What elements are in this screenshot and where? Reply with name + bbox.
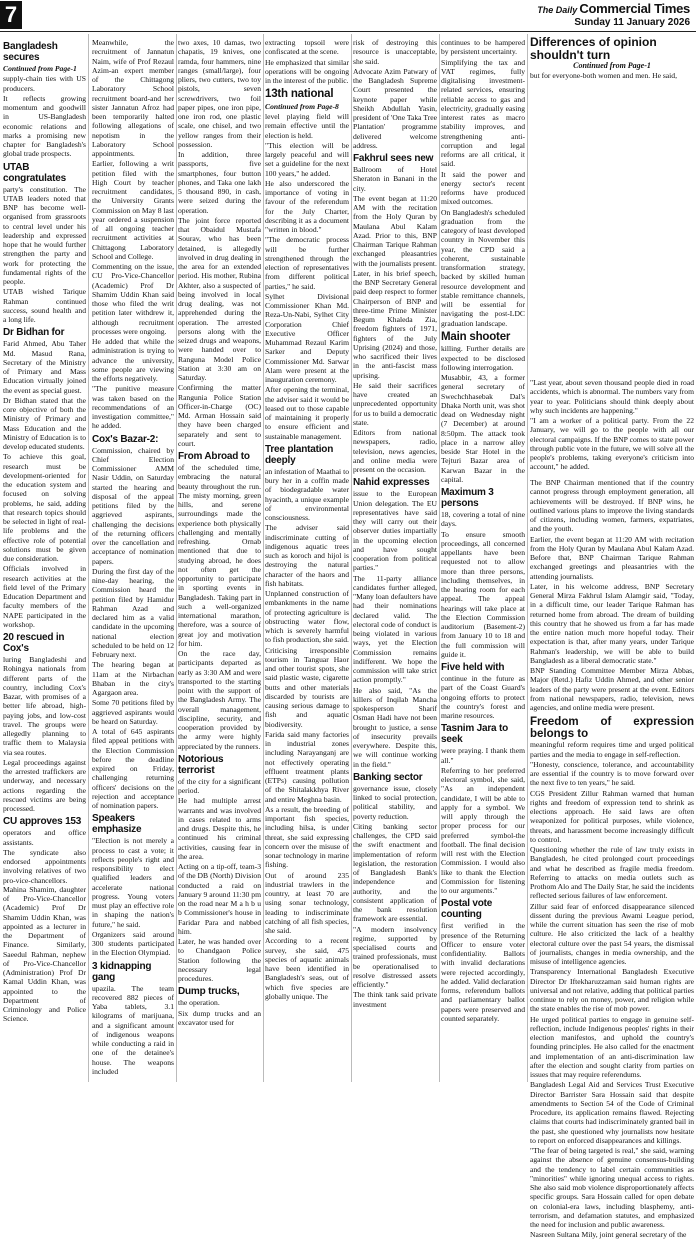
article-headline: Tasnim Jara to seek: [441, 723, 509, 746]
article-paragraph: Zillur said fear of enforced disappearance silenced dissent during the previous Awami League period, while the current situation has seen the rise of mob culture. He also criticized the lack of a healthy electoral culture over the past 54 years, the dismissal of journalists, changes in media ownership, and the misuse of intelligence agencies.: [530, 901, 694, 967]
article-paragraph: According to a recent survey, she said, 475 species of aquatic animals have been identified in Bangladesh's seas, out of which five species are globally unique. The: [265, 936, 349, 1001]
article-paragraph: "Last year, about seven thousand people died in road accidents, which is abnormal. The numbers vary from year to year. Politicians should think deeply about why such incidents are happening.": [530, 378, 694, 415]
article-paragraph: "Election is not merely a process to cast a vote; it reflects people's right and responsibility to elect qualified leaders and accelerate national progress. Young voters must play an effective role in shaping the nation's future," he said.: [92, 836, 174, 929]
paper-title: Commercial Times: [579, 1, 690, 16]
article-paragraph: As a result, the breeding of important fish species, including hilsa, is under threat, she said expressing concern over the misuse of sonar technology in marine fishing.: [265, 804, 349, 870]
article-paragraph: Out of around 235 industrial trawlers in the country, at least 70 are using sonar technology, leading to indiscriminate catching of all fish species, she said.: [265, 870, 349, 936]
freedom-headline: Freedom of expression belongs to: [530, 716, 694, 741]
article-paragraph: To ensure smooth proceedings, all concerned appellants have been requested not to allow more than three persons, including themselves, in the hearing room for each appeal. The appeal hearings will take place at the Election Commission auditorium (Basement-2) from January 10 to 18 and the full commission will guide it.: [441, 529, 525, 659]
article-headline: Dr Bidhan for: [3, 327, 65, 339]
article-paragraph: supply-chain ties with US producers.: [3, 74, 86, 93]
news-column-2: [92, 38, 174, 1077]
continued-label: Continued from Page-1: [3, 64, 77, 73]
article-paragraph: The joint force reported that Obaidul Mustafa Sourav, who has been detained, is allegedly involved in drug dealing in the area for an extended period. His mother, Rubina Akhter, also a suspected of being involved in local drug dealing, was not apprehended during the operation. The arrested persons along with the seized drugs and weapons, were handed over to Ranguna Model Police Station at 3:30 am on Saturday.: [178, 215, 261, 382]
article-paragraph: Referring to her preferred electoral symbol, she said, "As an independent candidate, I will be able to apply for a symbol. We will apply through the proper process for our preferred symbol-the football. The final decision will rest with the Election Commission. I would also like to thank the Election Commission for listening to our arguments.": [441, 765, 525, 896]
news-column-5: [353, 38, 437, 1010]
article-paragraph: On Bangladesh's scheduled graduation from the category of least developed country in November this year, the CPD said a coherent, sustainable transformation strategy, backed by skilled human resource development and stable remittance channels, will be essential for navigating the post-LDC graduation landscape.: [441, 207, 525, 328]
article-paragraph: He also underscored the importance of voting in favour of the referendum for the July Charter, describing it as a document "written in blood.": [265, 178, 349, 235]
article-paragraph: Farida said many factories in industrial zones including Narayanganj are not effectively operating effluent treatment plants (ETPs) causing pollution of the Shitalakkhya River and entire Meghna basin.: [265, 729, 349, 804]
article-paragraph: luring Bangladeshi and Rohingya nationals from different parts of the country, including Cox's Bazar, with promises of a better life abroad, high-paying jobs, and low-cost travel. The groups were allegedly planning to traffic them to Malaysia via sea routes.: [3, 655, 86, 757]
article-paragraph: CGS President Zillur Rahman warned that human rights and freedom of expression tend to shrink as elections approach. He said laws are often weaponized for political purposes, while violence, threats, and harassment become increasingly difficult to control.: [530, 788, 694, 844]
article-paragraph: 18, covering a total of nine days.: [441, 510, 525, 529]
article-paragraph: BNP Standing Committee Member Mirza Abbas, Major (Retd.) Hafiz Uddin Ahmed, and other senior leaders of the party were present at the event. Editors from national newspapers, radio, television, news agencies, and online media were present.: [530, 666, 694, 712]
article-headline: Nahid expresses: [353, 477, 430, 489]
article-headline: UTAB congratulates: [3, 161, 66, 184]
article-paragraph: Transparency International Bangladesh Executive Director Dr Iftekharuzzaman said human rights are universal and not relative, adding that political parties continue to rely on money, power, and religion while the state enables the rise of mob power.: [530, 967, 694, 1014]
article-paragraph: The syndicate also endorsed appointments involving relatives of two pro-vice-chancellors. Mahina Shamim, daughter of Pro-Vice-Chancellor (Academic) Prof Dr Shamim Uddin Khan, was appointed as a lecturer in the Department of Finance. Similarly, Saeedul Rahman, nephew of Pro-Vice-Chancellor (Administration) Prof Dr Kamal Uddin Khan, was appointed to the Department of Criminology and Police Science.: [3, 847, 86, 1024]
article-headline: 3 kidnapping gang: [92, 960, 152, 983]
article-paragraph: of the scheduled time, embracing the natural beauty throughout the run. The misty morning, green hills, and serene surroundings made the experience both physically challenging and mentally refreshing. Ornab mentioned that due to studying abroad, he does not often get the opportunity to participate in sporting events in Bangladesh. Taking part in such a well-organized international marathon, therefore, was a source of great joy and motivation for him.: [178, 463, 261, 648]
continued-label: Continued from Page-8: [265, 101, 339, 111]
article-paragraph: He added that while the administration is trying to advance the university, some people are viewing the efforts negatively.: [92, 337, 174, 383]
article-paragraph: He said their sacrifices have created an unprecedented opportunity for us to build a democratic state.: [353, 380, 437, 427]
article-paragraph: issue to the European Union delegation. The EU representatives have said they will carry out their observer duties impartially in the upcoming election and have sought cooperation from political parties.": [353, 489, 437, 573]
lead-story-paragraphs-a: [530, 378, 694, 472]
article-paragraph: "This election will be largely peaceful and will set a guideline for the next 100 years," he added.: [265, 140, 349, 178]
article-paragraph: Earlier, the event began at 11:20 AM with recitation from the Holy Quran by Maulana Abul Kalam Azad. Before that, BNP Chairman Tarique Rahman exchanged greetings and pleasantries with the attending journalists.: [530, 534, 694, 581]
photo-area: [530, 132, 694, 376]
article-paragraph: governance issue, closely linked to social protection, political stability, and poverty reduction.: [353, 783, 437, 821]
article-paragraph: an infestation of Maathai to bury her in a coffin made of biodegradable water hyacinth, a unique example of environmental consciousness.: [265, 466, 349, 523]
article-paragraph: "The fear of being targeted is real," she said, warning against the absence of genuine consensus-building and the tendency to label certain communities as "minorities" while ignoring unequal access to rights. She also said mob violence disproportionately affects specific groups. Sara Hossain called for open debate on colonial-era laws, including blasphemy, anti-terrorism, and defamation statutes, and emphasized the need for inclusion and public awareness.: [530, 1146, 694, 1230]
article-paragraph: upazila. The team recovered 882 pieces of Yaba tablets, 3.1 kilograms of marijuana, and a significant amount of indigenous weapons while conducting a raid in one of the detainee's house. The weapons included: [92, 983, 174, 1076]
article-paragraph: The BNP Chairman mentioned that if the country cannot progress through employment generation, all achievements will be destroyed. If BNP wins, he outlined various plans to improve the living standards of citizens, including women, farmers, expatriates, and the youth.: [530, 478, 694, 534]
article-paragraph: To achieve this goal, research must be development-oriented for the education system and focused on solving problems, he said, adding that research topics should be selected in light of real-life problems and the effective role of potential solutions must be given due consideration.: [3, 452, 86, 563]
article-paragraph: Later, in his brief speech, the BNP Secretary General paid deep respect to former Chairperson of BNP and three-time Prime Minister Begum Khaleda Zia, freedom fighters of 1971, fighters of the July Uprising (2024) and those, who sacrificed their lives in the anti-fascist mass uprising.: [353, 268, 437, 380]
freedom-story-paragraphs: [530, 740, 694, 1239]
column-divider: [88, 34, 89, 1082]
article-paragraph: of the city for a significant period.: [178, 776, 261, 795]
article-paragraph: Commenting on the issue, CU Pro-Vice-Chancellor (Academic) Prof Dr Shamim Uddin Khan said those who filed the writ petition later withdrew it, although recruitment processes were ongoing.: [92, 262, 174, 336]
article-headline: Notorious terrorist: [178, 753, 224, 776]
article-paragraph: Farid Ahmed, Abu Taher Md. Masud Rana, Secretary of the Ministry of Primary and Mass Education virtually joined the event as special guest.: [3, 339, 86, 395]
paper-prefix: The Daily: [537, 5, 578, 15]
article-paragraph: "The democratic process will be further strengthened through the election of representatives from different political parties," he said.: [265, 235, 349, 291]
article-paragraph: were praying. I thank them all.": [441, 746, 525, 765]
column-divider: [351, 34, 352, 1082]
article-headline: Five held with: [441, 662, 505, 674]
article-paragraph: The 11-party alliance candidates further alleged, "Many loan defaulters have had their nominations declared valid. The electoral code of conduct is being violated in various ways, yet the Election Commission remains indifferent. We hope the commission will take strict action promptly.": [353, 573, 437, 685]
article-paragraph: Acting on a tip-off, team-3 of the DB (North) Division conducted a raid on January 9 around 11:30 pm on the road near M a h b u b Commissioner's house in Faridar Para and nabbed him.: [178, 862, 261, 936]
article-paragraph: Meanwhile, the recruitment of Jannatun Naim, wife of Prof Rezaul Azim-an expert member of the Chittagong Laboratory School recruitment board-and her sister Jannatun Afroz had been temporarily halted following allegations of nepotism in the Laboratory School appointments.: [92, 38, 174, 158]
article-paragraph: He also said, "As the killers of Inqilab Mancha spokesperson Sharif Osman Hadi have not been brought to justice, a sense of insecurity prevails everywhere. Despite this, we will continue working in the field.": [353, 685, 437, 769]
lead-story-paragraphs-b: [530, 478, 694, 712]
article-paragraph: Nasreen Sultana Mily, joint general secretary of the: [530, 1230, 687, 1240]
article-paragraph: Questioning whether the rule of law truly exists in Bangladesh, he cited prolonged court proceedings and what he described as fragile media freedom. Referring to attacks on media outlets such as Prothom Alo and The Daily Star, he said the incidents reflected serious failures of law enforcement.: [530, 845, 694, 901]
lead-story-header: [530, 36, 694, 80]
article-paragraph: On the race day, participants departed as early as 3:30 AM and were transported to the starting point with the support of the Bangladesh Army. The overall management, discipline, security, and cooperation provided by the army were highly appreciated by the runners.: [178, 649, 261, 751]
article-paragraph: operators and office assistants.: [3, 828, 86, 847]
article-paragraph: In addition, three passports, five smartphones, four button phones, and Taka one lakh 5 thousand 890, in cash, were seized during the operation.: [178, 150, 261, 215]
article-headline: CU approves 153: [3, 816, 82, 828]
article-paragraph: "I am a worker of a political party. From the 22 January, we will go to the people with all our electoral campaigns. If the BNP comes to state power through public vote in the future, we will solve all the people's problems, taking everyone's criticism into account," he added.: [530, 416, 694, 472]
lead-story-text-bottom: [530, 478, 694, 1240]
news-column-4: [265, 38, 349, 1002]
article-paragraph: He emphasized that similar operations will be ongoing in the interest of the public.: [265, 57, 349, 85]
page-number: 7: [0, 1, 22, 29]
article-paragraph: Later, in his welcome address, BNP Secretary General Mirza Fakhrul Islam Alamgir said, "Today, in a difficult time, our leader Tarique Rahman has returned home from abroad. The dream of building this country that he showed us from a far has made the entire nation much more hopeful today. Their expectation is that, after many years, under Tarique Rahman's leadership, we will be able to build Bangladesh as a liberal democratic state.": [530, 581, 694, 665]
lead-story-continued-label: Continued from Page-1: [573, 61, 651, 71]
article-paragraph: It said the power and energy sector's recent reforms have produced mixed outcomes.: [441, 169, 525, 207]
article-paragraph: Citing banking sector challenges, the CPD said the swift enactment and implementation of reform legislation, the restoration of Bangladesh Bank's independence and authority, and the consistent application of the bank resolution framework are essential.: [353, 821, 437, 924]
article-paragraph: Six dump trucks and an excavator used for: [178, 1008, 261, 1027]
article-paragraph: Dr Bidhan stated that the core objective of both the Ministry of Primary and Mass Education and the Ministry of Education is to develop educated students.: [3, 395, 86, 451]
article-paragraph: party's constitution. The UTAB leaders noted that BNP has become well-organised from grassroots to central level under his leadership and expressed hope that he would further strengthen the party and work for protecting the fundamental rights of the people.: [3, 184, 86, 286]
column-divider: [439, 34, 440, 1082]
article-paragraph: During the first day of the nine-day hearing, the Commission heard the petition filed by Hamidur Rahman Azad and declared him as a valid candidate in the upcoming national election scheduled to be held on 12 February next.: [92, 566, 174, 659]
article-paragraph: "A modern insolvency regime, supported by specialised courts and trained professionals, must be operationalised to resolve distressed assets efficiently.": [353, 924, 437, 989]
article-paragraph: The think tank said private investment: [353, 990, 437, 1009]
column-divider: [527, 34, 528, 1082]
article-paragraph: continues to be hampered by persistent uncertainty.: [441, 38, 525, 57]
article-paragraph: "The punitive measure was taken based on the recommendations of an investigation committee," he added.: [92, 384, 174, 431]
article-headline: Dump trucks,: [178, 986, 240, 998]
article-paragraph: two axes, 10 damas, two chapatis, 19 knives, one ramda, four hammers, nine ranges (small/large), four pliers, two cutters, two toy pistols, seven screwdrivers, two foil paper pipes, one iron pipe, one iron rod, one plastic scale, one chisel, and two yellow ranges from their possession.: [178, 38, 261, 149]
article-paragraph: Editors from national newspapers, radio, television, news agencies, and online media were present on the occasion.: [353, 428, 437, 474]
article-paragraph: "Honesty, conscience, tolerance, and accountability are essential if the country is to move forward over the next five to ten years," he said.: [530, 759, 694, 788]
article-paragraph: Bangladesh Legal Aid and Services Trust Executive Director Barrister Sara Hossain said that despite amendments to Section 54 of the Code of Criminal Procedure, its application remains flawed. Rejecting claims that courts had indiscriminately granted bail in the past, she questioned why journalists now hesitate to report on enforced disappearances and killings.: [530, 1080, 694, 1145]
article-paragraph: Musabbir, 43, a former general secretary of Swechchhasebak Dal's Dhaka North unit, was shot dead on Wednesday night (7 December) at around 8:50pm. The attack took place in a narrow alley beside Star Hotel in the Tejturi Bazar area of Karwan Bazar in the capital.: [441, 373, 525, 484]
article-headline: Fakhrul sees new: [353, 153, 434, 164]
article-paragraph: It reflects growing momentum and goodwill in US-Bangladesh economic relations and marks a promising new chapter for Bangladesh's global trade prospects.: [3, 93, 86, 159]
article-paragraph: level playing field will remain effective until the election is held.: [265, 112, 349, 140]
article-headline: Banking sector: [353, 771, 423, 783]
lead-story-intro: but for everyone-both women and men. He said,: [530, 70, 677, 80]
article-paragraph: The adviser said indiscriminate cutting of indigenous aquatic trees such as koroch and hijol is destroying the natural character of the haors and fish habitats.: [265, 523, 349, 588]
article-paragraph: extracting topsoil were confiscated at the scene.: [265, 38, 349, 57]
article-headline: 13th national: [265, 88, 334, 101]
paper-name: [537, 1, 690, 17]
article-headline: Speakers emphasize: [92, 813, 142, 836]
article-paragraph: Later, he was handed over to Chandgaon Police Station following the necessary legal procedures.: [178, 937, 261, 983]
article-headline: Tree plantation deeply: [265, 443, 334, 466]
column-divider: [263, 34, 264, 1082]
article-headline: Postal vote counting: [441, 898, 493, 921]
article-paragraph: the operation.: [178, 998, 220, 1008]
publication-date: Sunday 11 January 2026: [574, 17, 690, 28]
article-paragraph: Unplanned construction of embankments in the name of protecting agriculture is obstructing water flow, which is severely harmful to fish production, she said.: [265, 589, 349, 645]
article-headline: Main shooter: [441, 330, 511, 343]
article-paragraph: Legal proceedings against the arrested traffickers are underway, and necessary actions regarding the rescued victims are being processed.: [3, 757, 86, 813]
article-paragraph: Ballroom of Hotel Sheraton in Banani in the city.: [353, 165, 437, 193]
article-paragraph: Advocate Azim Patwary of the Bangladesh Supreme Court presented the keynote paper while Sheikh Abdullah Yasin, president of 'One Taka Tree Plantation' programme delivered welcome address.: [353, 66, 437, 150]
article-paragraph: risk of destroying this resource is unacceptable, she said.: [353, 38, 437, 66]
article-paragraph: Earlier, following a writ petition filed with the High Court by teacher recruitment candidates, the University Grants Commission on May 8 last year ordered a suspension of all ongoing teacher recruitment activities at Chittagong Laboratory School and College.: [92, 159, 174, 261]
article-paragraph: Criticising irresponsible tourism in Tanguar Haor and other tourist spots, she said plastic waste, cigarette butts and other materials discarded by tourists are causing serious damage to fish and aquatic biodiversity.: [265, 645, 349, 729]
lead-story-headline: Differences of opinion shouldn't turn: [530, 35, 657, 62]
column-divider: [176, 34, 177, 1082]
article-paragraph: The event began at 11:20 AM with the recitation from the Holy Quran by Maulana Abul Kalam Azad. Prior to this, BNP Chairman Tarique Rahman exchanged pleasantries with the journalists present.: [353, 193, 437, 268]
news-column-6: [441, 38, 525, 1024]
article-paragraph: meaningful reform requires time and urged political parties and the media to engage in self-reflection.: [530, 740, 694, 759]
masthead: [0, 0, 696, 32]
article-paragraph: Confirming the matter Rangunia Police Station Officer-in-Charge (OC) Md. Arman Hossain said they have been charged separately and sent to court.: [178, 383, 261, 448]
article-headline: Cox's Bazar-2:: [92, 433, 159, 445]
article-paragraph: killing. Further details are expected to be disclosed following interrogation.: [441, 344, 525, 372]
article-paragraph: Sylhet Divisional Commissioner Khan Md. Reza-Un-Nabi, Sylhet City Corporation Chief Executive Officer Muhammad Rezaul Karim Sarker and Deputy Commissioner Md. Sarwar Alam were present at the inauguration ceremony.: [265, 291, 349, 385]
article-headline: From Abroad to: [178, 451, 250, 462]
article-paragraph: He urged political parties to engage in genuine self-reflection, include Indigenous peoples' rights in their election manifestos, and uphold the country's founding principles. He also called for the enactment and implementation of an anti-discrimination law after the election and sought clarity from parties on issues that may require referendums.: [530, 1014, 694, 1080]
news-column-3: [178, 38, 261, 1028]
news-column-1: [3, 38, 86, 1025]
article-headline: Bangladesh secures: [3, 41, 58, 63]
article-paragraph: He had multiple arrest warrants and was involved in cases related to arms and drugs. Despite this, he continued his criminal activities, causing fear in the area.: [178, 796, 261, 861]
article-headline: 20 rescued in Cox's: [3, 632, 65, 654]
article-paragraph: After opening the terminal, the adviser said it would be leased out to those capable of maintaining it properly to ensure efficient and sustainable management.: [265, 385, 349, 441]
article-paragraph: continue in the future as part of the Coast Guard's ongoing efforts to protect the country's forest and marine resources.: [441, 674, 525, 721]
article-headline: Maximum 3 persons: [441, 487, 494, 510]
article-paragraph: Officials involved in research activities at the field level of the Primary Education Department and faculty members of the NAPE participated in the workshop.: [3, 564, 86, 629]
article-paragraph: The hearing began at 11am at the Nirbachan Bhaban in the city's Agargaon area.: [92, 660, 174, 697]
article-paragraph: Commission, chaired by Chief Election Commissioner AMM Nasir Uddin, on Saturday started the hearing and disposal of the appeal petitions filed by the aggrieved aspirants, challenging the decisions of the returning officers over the cancellation and acceptance of nomination papers.: [92, 445, 174, 566]
article-paragraph: UTAB wished Tarique Rahman continued success, sound health and a long life.: [3, 287, 86, 324]
article-paragraph: first verified in the presence of the Returning Officer to ensure voter confidentiality. Ballots with invalid declarations were rejected accordingly, he added. Valid declaration forms, referendum ballots and parliamentary ballot papers were preserved and counted separately.: [441, 921, 525, 1023]
article-paragraph: A total of 645 aspirants filed appeal petitions with the Election Commission before the deadline expired on Friday, challenging returning officers' decisions on the rejection and acceptance of nomination papers.: [92, 727, 174, 810]
article-paragraph: Simplifying the tax and VAT regimes, fully digitalising investment-related services, ensuring reliable access to gas and electricity, gradually easing interest rates as macro stability improves, and strengthening anti-corruption and legal reforms are all critical, it said.: [441, 57, 525, 169]
article-paragraph: Some 70 petitions filed by aggrieved aspirants would be heard on Saturday.: [92, 698, 174, 726]
article-paragraph: Organizers said around 300 students participated in the Election Olympiad.: [92, 929, 174, 958]
